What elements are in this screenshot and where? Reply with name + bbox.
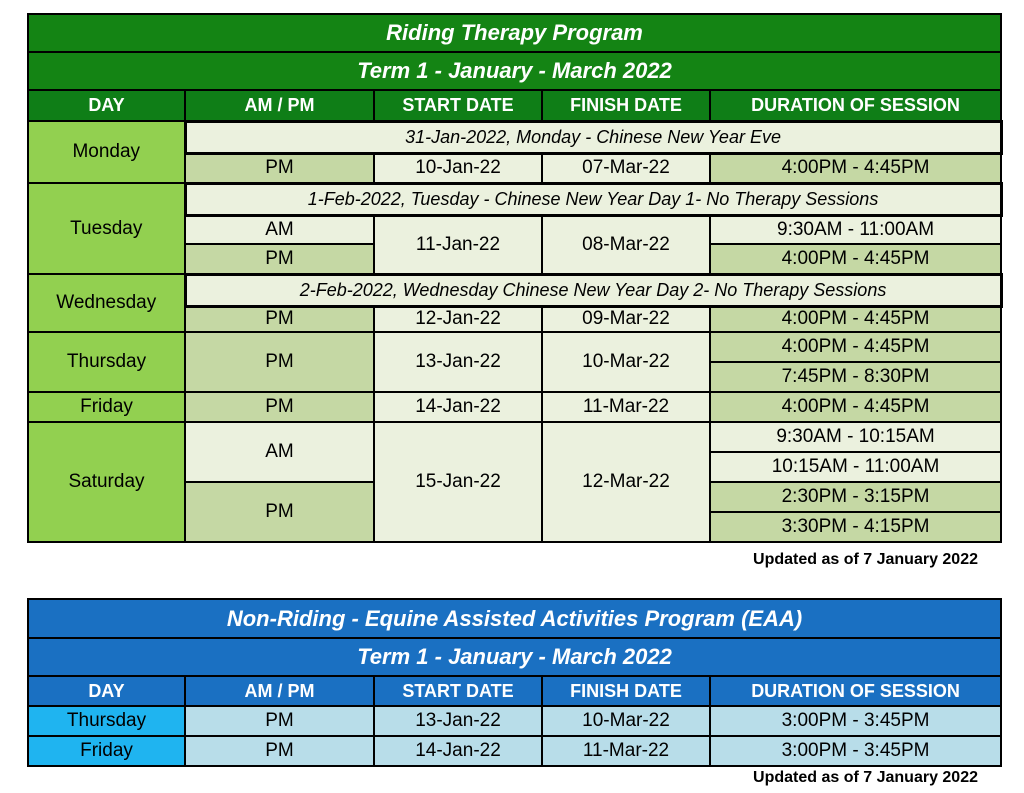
monday-start-date: 10-Jan-22 [374, 153, 542, 183]
tuesday-start-date: 11-Jan-22 [374, 215, 542, 274]
saturday-start-date: 15-Jan-22 [374, 422, 542, 542]
eaa-header-ampm: AM / PM [185, 676, 374, 706]
saturday-duration-3: 2:30PM - 3:15PM [710, 482, 1001, 512]
table-row [28, 706, 1001, 736]
thursday-finish-date: 10-Mar-22 [542, 332, 710, 392]
riding-term-title: Term 1 - January - March 2022 [28, 52, 1001, 90]
eaa-table [27, 598, 1002, 767]
eaa-thursday-duration: 3:00PM - 3:45PM [710, 706, 1001, 736]
saturday-duration-1: 9:30AM - 10:15AM [710, 422, 1001, 452]
friday-duration: 4:00PM - 4:45PM [710, 392, 1001, 422]
tuesday-duration-pm: 4:00PM - 4:45PM [710, 244, 1001, 274]
wednesday-start-date: 12-Jan-22 [374, 306, 542, 332]
friday-ampm: PM [185, 392, 374, 422]
eaa-friday-duration: 3:00PM - 3:45PM [710, 736, 1001, 766]
saturday-duration-2: 10:15AM - 11:00AM [710, 452, 1001, 482]
table-row [28, 736, 1001, 766]
riding-program-title: Riding Therapy Program [28, 14, 1001, 52]
day-friday: Friday [28, 392, 185, 422]
eaa-program-title: Non-Riding - Equine Assisted Activities Program (EAA) [28, 599, 1001, 638]
thursday-start-date: 13-Jan-22 [374, 332, 542, 392]
eaa-friday-start-date: 14-Jan-22 [374, 736, 542, 766]
eaa-header-start-date: START DATE [374, 676, 542, 706]
wednesday-duration: 4:00PM - 4:45PM [710, 306, 1001, 332]
eaa-updated-note: Updated as of 7 January 2022 [753, 769, 978, 786]
tuesday-finish-date: 08-Mar-22 [542, 215, 710, 274]
saturday-ampm-am: AM [185, 422, 374, 482]
eaa-day-thursday: Thursday [28, 706, 185, 736]
day-tuesday: Tuesday [28, 183, 185, 274]
tuesday-ampm-am: AM [185, 215, 374, 244]
header-day: DAY [28, 90, 185, 121]
eaa-day-friday: Friday [28, 736, 185, 766]
eaa-header-duration: DURATION OF SESSION [710, 676, 1001, 706]
thursday-duration-1: 4:00PM - 4:45PM [710, 332, 1001, 362]
monday-ampm: PM [185, 153, 374, 183]
saturday-ampm-pm: PM [185, 482, 374, 542]
thursday-duration-2: 7:45PM - 8:30PM [710, 362, 1001, 392]
day-thursday: Thursday [28, 332, 185, 392]
eaa-friday-finish-date: 11-Mar-22 [542, 736, 710, 766]
wednesday-finish-date: 09-Mar-22 [542, 306, 710, 332]
wednesday-ampm: PM [185, 306, 374, 332]
thursday-ampm: PM [185, 332, 374, 392]
saturday-finish-date: 12-Mar-22 [542, 422, 710, 542]
friday-start-date: 14-Jan-22 [374, 392, 542, 422]
day-saturday: Saturday [28, 422, 185, 542]
monday-holiday-note: 31-Jan-2022, Monday - Chinese New Year Eve [185, 121, 1001, 153]
header-start-date: START DATE [374, 90, 542, 121]
tuesday-holiday-note: 1-Feb-2022, Tuesday - Chinese New Year Day 1- No Therapy Sessions [185, 183, 1001, 215]
monday-duration: 4:00PM - 4:45PM [710, 153, 1001, 183]
eaa-friday-ampm: PM [185, 736, 374, 766]
riding-therapy-table [27, 13, 1003, 543]
wednesday-holiday-note: 2-Feb-2022, Wednesday Chinese New Year Day 2- No Therapy Sessions [185, 274, 1001, 306]
eaa-thursday-ampm: PM [185, 706, 374, 736]
eaa-header-finish-date: FINISH DATE [542, 676, 710, 706]
tuesday-duration-am: 9:30AM - 11:00AM [710, 215, 1001, 244]
eaa-term-title: Term 1 - January - March 2022 [28, 638, 1001, 676]
riding-updated-note: Updated as of 7 January 2022 [753, 551, 978, 568]
header-finish-date: FINISH DATE [542, 90, 710, 121]
day-wednesday: Wednesday [28, 274, 185, 332]
monday-finish-date: 07-Mar-22 [542, 153, 710, 183]
eaa-thursday-start-date: 13-Jan-22 [374, 706, 542, 736]
header-duration: DURATION OF SESSION [710, 90, 1001, 121]
friday-finish-date: 11-Mar-22 [542, 392, 710, 422]
eaa-thursday-finish-date: 10-Mar-22 [542, 706, 710, 736]
header-ampm: AM / PM [185, 90, 374, 121]
tuesday-ampm-pm: PM [185, 244, 374, 274]
eaa-header-day: DAY [28, 676, 185, 706]
day-monday: Monday [28, 121, 185, 183]
saturday-duration-4: 3:30PM - 4:15PM [710, 512, 1001, 542]
